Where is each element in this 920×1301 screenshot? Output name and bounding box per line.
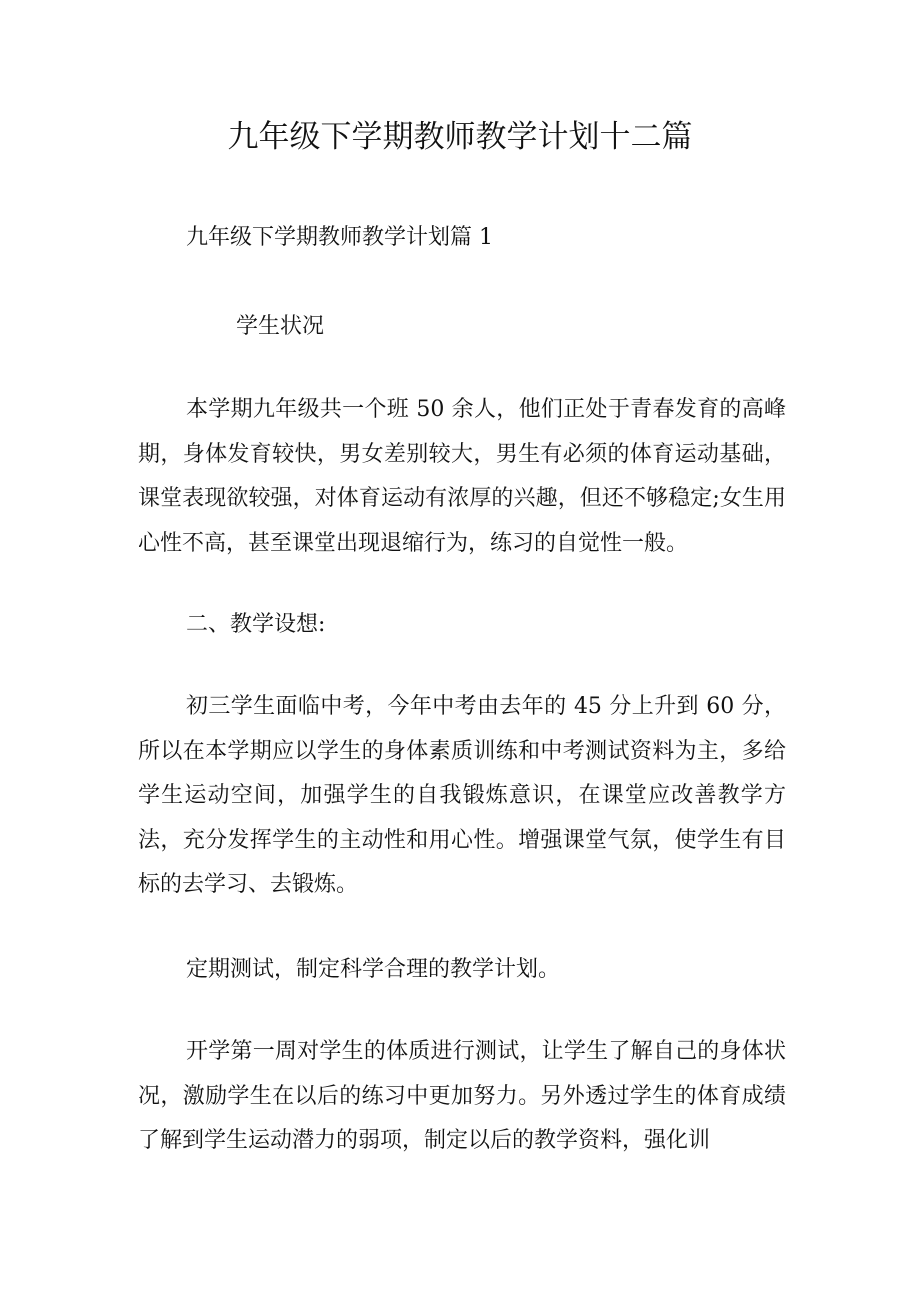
section-heading: 九年级下学期教师教学计划篇 1 (186, 225, 493, 250)
document-title: 九年级下学期教师教学计划十二篇 (227, 119, 693, 155)
students-paragraph: 本学期九年级共一个班 50 余人，他们正处于青春发育的高峰期，身体发育较快，男女差别较大，男生有必须的体育运动基础，课堂表现欲较强，对体育运动有浓厚的兴趣，但还不够稳定;女生用心性不高，甚至课堂出现退缩行为，练习的自觉性一般。 (138, 397, 786, 556)
students-subheading: 学生状况 (236, 314, 325, 339)
teaching-idea-heading: 二、教学设想: (186, 612, 326, 637)
teaching-idea-paragraph: 初三学生面临中考，今年中考由去年的 45 分上升到 60 分，所以在本学期应以学生的身体素质训练和中考测试资料为主，多给学生运动空间，加强学生的自我锻炼意识，在课堂应改善教学方法，充分发挥学生的主动性和用心性。增强课堂气氛，使学生有目标的去学习、去锻炼。 (138, 694, 786, 897)
first-week-paragraph: 开学第一周对学生的体质进行测试，让学生了解自己的身体状况，激励学生在以后的练习中更加努力。另外透过学生的体育成绩了解到学生运动潜力的弱项，制定以后的教学资料，强化训 (138, 1039, 786, 1153)
testing-paragraph: 定期测试，制定科学合理的教学计划。 (186, 957, 561, 982)
